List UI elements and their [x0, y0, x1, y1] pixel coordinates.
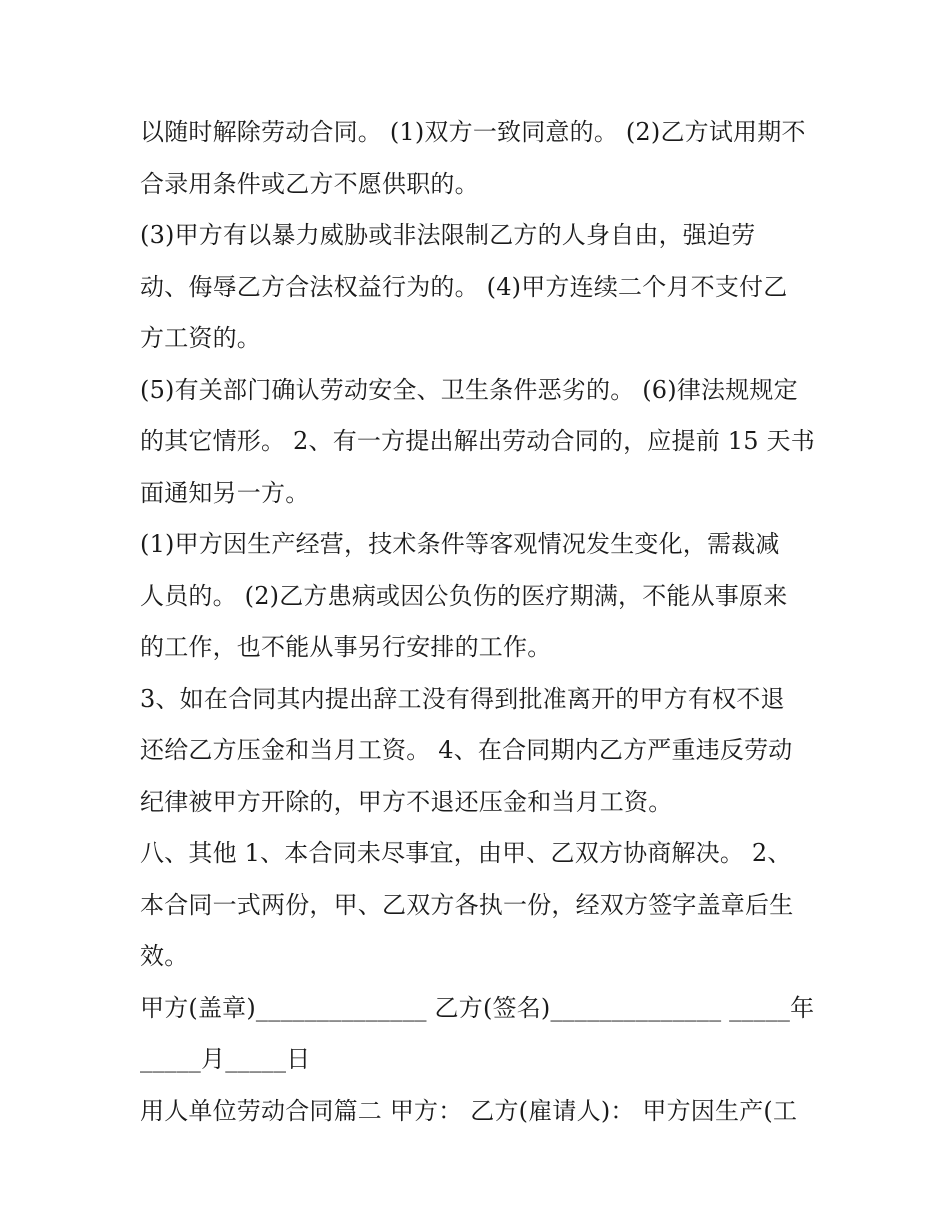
section-heading-line: 用人单位劳动合同篇二 甲方： 乙方(雇请人)： 甲方因生产(工: [140, 1096, 798, 1125]
text-line: 还给乙方压金和当月工资。 4、在合同期内乙方严重违反劳动: [140, 736, 793, 764]
text-line: 以随时解除劳动合同。 (1)双方一致同意的。 (2)乙方试用期不: [140, 118, 806, 146]
text-line: 面通知另一方。: [140, 478, 310, 507]
text-line: 本合同一式两份，甲、乙双方各执一份，经双方签字盖章后生: [140, 890, 794, 919]
text-line: 的其它情形。 2、有一方提出解出劳动合同的，应提前 15 天书: [140, 427, 815, 455]
text-line: 方工资的。: [140, 324, 261, 352]
text-line: (3)甲方有以暴力威胁或非法限制乙方的人身自由，强迫劳: [140, 221, 756, 249]
text-line: 八、其他 1、本合同未尽事宜，由甲、乙双方协商解决。 2、: [140, 839, 792, 867]
text-line: (1)甲方因生产经营，技术条件等客观情况发生变化，需裁减: [140, 530, 780, 558]
signature-line: 甲方(盖章)______________ 乙方(签名)______________ _____年: [140, 993, 815, 1022]
text-line: 效。: [140, 942, 189, 970]
text-line: 人员的。 (2)乙方患病或因公负伤的医疗期满，不能从事原来: [140, 581, 788, 610]
date-line: _____月_____日: [140, 1045, 311, 1073]
text-line: 3、如在合同其内提出辞工没有得到批准离开的甲方有权不退: [140, 684, 785, 713]
text-line: (5)有关部门确认劳动安全、卫生条件恶劣的。 (6)律法规规定: [140, 375, 798, 404]
text-line: 动、侮辱乙方合法权益行为的。 (4)甲方连续二个月不支付乙: [140, 272, 788, 301]
text-line: 合录用条件或乙方不愿供职的。: [140, 169, 479, 198]
text-line: 纪律被甲方开除的，甲方不退还压金和当月工资。: [140, 787, 673, 816]
text-line: 的工作，也不能从事另行安排的工作。: [140, 633, 552, 661]
document-body: [140, 107, 830, 1137]
